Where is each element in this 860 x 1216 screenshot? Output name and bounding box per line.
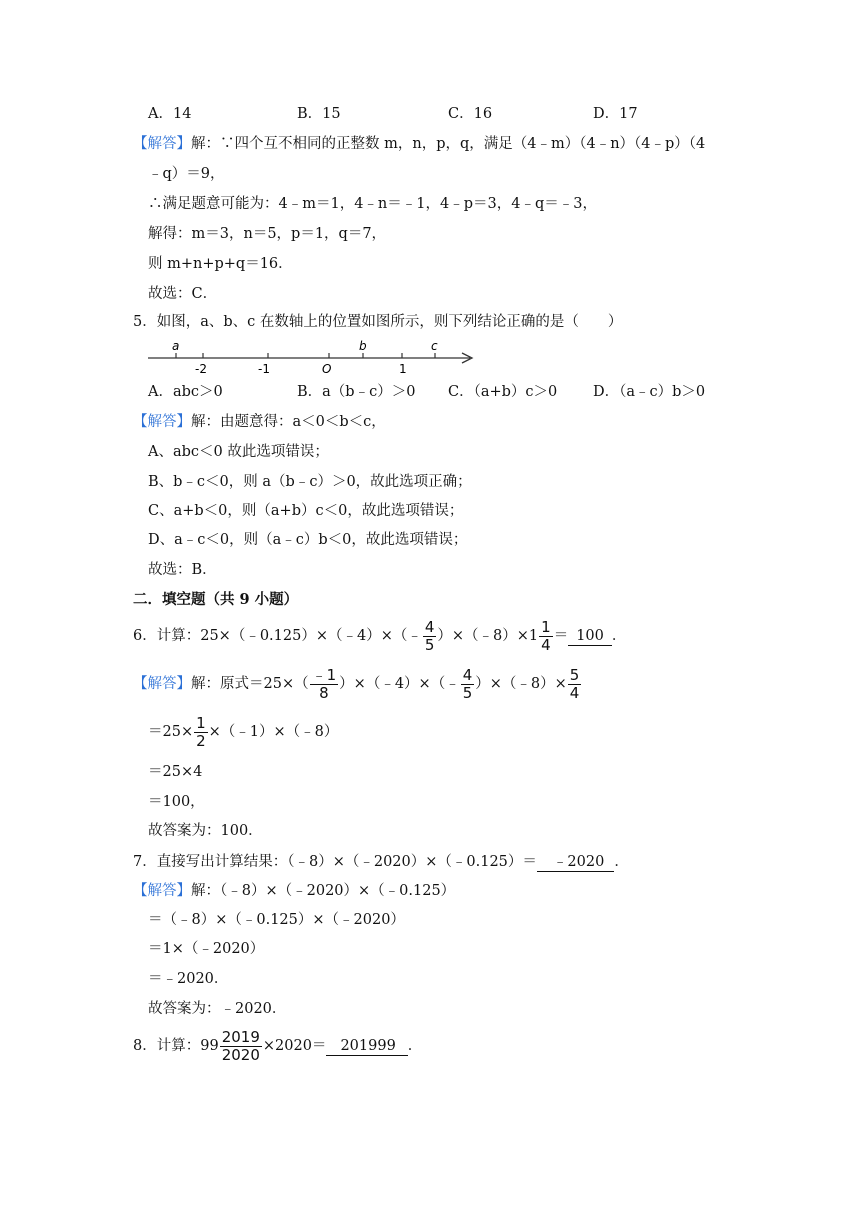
q4-answer-line-1: 【解答】解：∵四个互不相同的正整数 m，n，p，q，满足（4﹣m）（4﹣n）（4﹣p）（4 [133,136,706,152]
q6-answer-line-1: 【解答】解：原式＝25×（ $\frac{﹣1}{8}$ ）×（﹣4）×（﹣ $\frac{4}{5}$ ）×（﹣8）× $\frac{5}{4}$ [133,665,580,702]
q4-option-d: D．17 [593,106,638,122]
q5-option-d: D．（a﹣c）b＞0 [593,384,706,400]
label-origin: O [322,362,332,376]
q7-answer-line-5: 故答案为：﹣2020． [148,1001,287,1017]
q4-answer-line-2: ﹣q）＝9， [148,166,225,182]
fraction: $\frac{4}{5}$ [424,617,435,654]
q4-answer-line-3: ∴满足题意可能为：4﹣m＝1，4﹣n＝﹣1，4﹣p＝3，4﹣q＝﹣3， [148,196,597,212]
q5-answer-line-4: C、a+b＜0，则（a+b）c＜0，故此选项错误； [148,503,464,519]
q6-answer-line-4: ＝100， [148,794,205,810]
q4-option-c: C．16 [448,106,493,122]
q4-option-b: B．15 [297,106,341,122]
q5-option-b: B．a（b﹣c）＞0 [297,384,416,400]
q7-answer-line-2: ＝（﹣8）×（﹣0.125）×（﹣2020） [148,912,405,928]
q4-option-a: A．14 [148,106,192,122]
q4-answer-line-4: 解得：m＝3，n＝5，p＝1，q＝7， [148,226,387,242]
q5-answer-line-1: 【解答】解：由题意得：a＜0＜b＜c， [133,414,386,430]
label-minus-2: -2 [195,362,207,376]
q7-stem: 7．直接写出计算结果：（﹣8）×（﹣2020）×（﹣0.125）＝ ﹣2020 ． [133,854,629,870]
answer-tag: 【解答】 [133,136,191,152]
q5-stem: 5．如图，a、b、c 在数轴上的位置如图所示，则下列结论正确的是（ ） [133,314,623,330]
fraction: $\frac{5}{4}$ [569,665,580,702]
label-b: b [359,339,367,353]
answer-tag: 【解答】 [133,414,191,430]
q4-answer-line-6: 故选：C． [148,286,218,302]
label-one: 1 [399,362,407,376]
answer-tag: 【解答】 [133,676,191,692]
label-minus-1: -1 [258,362,270,376]
label-c: c [431,339,438,353]
fraction: $\frac{﹣1}{8}$ [311,665,337,702]
answer-tag: 【解答】 [133,883,191,899]
q5-option-a: A．abc＞0 [148,384,223,400]
fraction: $\frac{1}{2}$ [196,713,206,750]
fraction: $\frac{1}{4}$ [541,617,551,654]
section-title: 二．填空题（共 9 小题） [133,591,299,608]
q5-answer-line-2: A、abc＜0 故此选项错误； [148,444,329,460]
q5-answer-line-3: B、b﹣c＜0，则 a（b﹣c）＞0，故此选项正确； [148,474,472,490]
answer-blank: ﹣2020 [537,853,614,872]
q6-answer-line-2: ＝25× $\frac{1}{2}$ ×（﹣1）×（﹣8） [148,713,339,750]
label-a: a [172,339,180,353]
q7-answer-line-3: ＝1×（﹣2020） [148,941,265,957]
q6-stem: 6．计算：25×（﹣0.125）×（﹣4）×（﹣ $\frac{4}{5}$ ）×（﹣8）×1 $\frac{1}{4}$ ＝ 100 ． [133,617,627,654]
q6-answer-line-5: 故答案为：100． [148,823,263,839]
q5-answer-line-6: 故选：B． [148,562,217,578]
fraction: $\frac{2019}{2020}$ [221,1027,260,1064]
q5-answer-line-5: D、a﹣c＜0，则（a﹣c）b＜0，故此选项错误； [148,532,468,548]
q7-answer-line-4: ＝﹣2020． [148,971,229,987]
q5-option-c: C．（a+b）c＞0 [448,384,558,400]
fraction: $\frac{4}{5}$ [462,665,473,702]
number-line-figure [148,336,478,378]
q6-answer-line-3: ＝25×4 [148,764,203,780]
q7-answer-line-1: 【解答】解：（﹣8）×（﹣2020）×（﹣0.125） [133,883,456,899]
answer-blank: 100 [568,627,612,646]
q4-answer-line-5: 则 m+n+p+q＝16． [148,256,293,272]
q8-stem: 8．计算：99 $\frac{2019}{2020}$ ×2020＝ 201999 ． [133,1027,423,1064]
answer-blank: 201999 [326,1037,407,1056]
